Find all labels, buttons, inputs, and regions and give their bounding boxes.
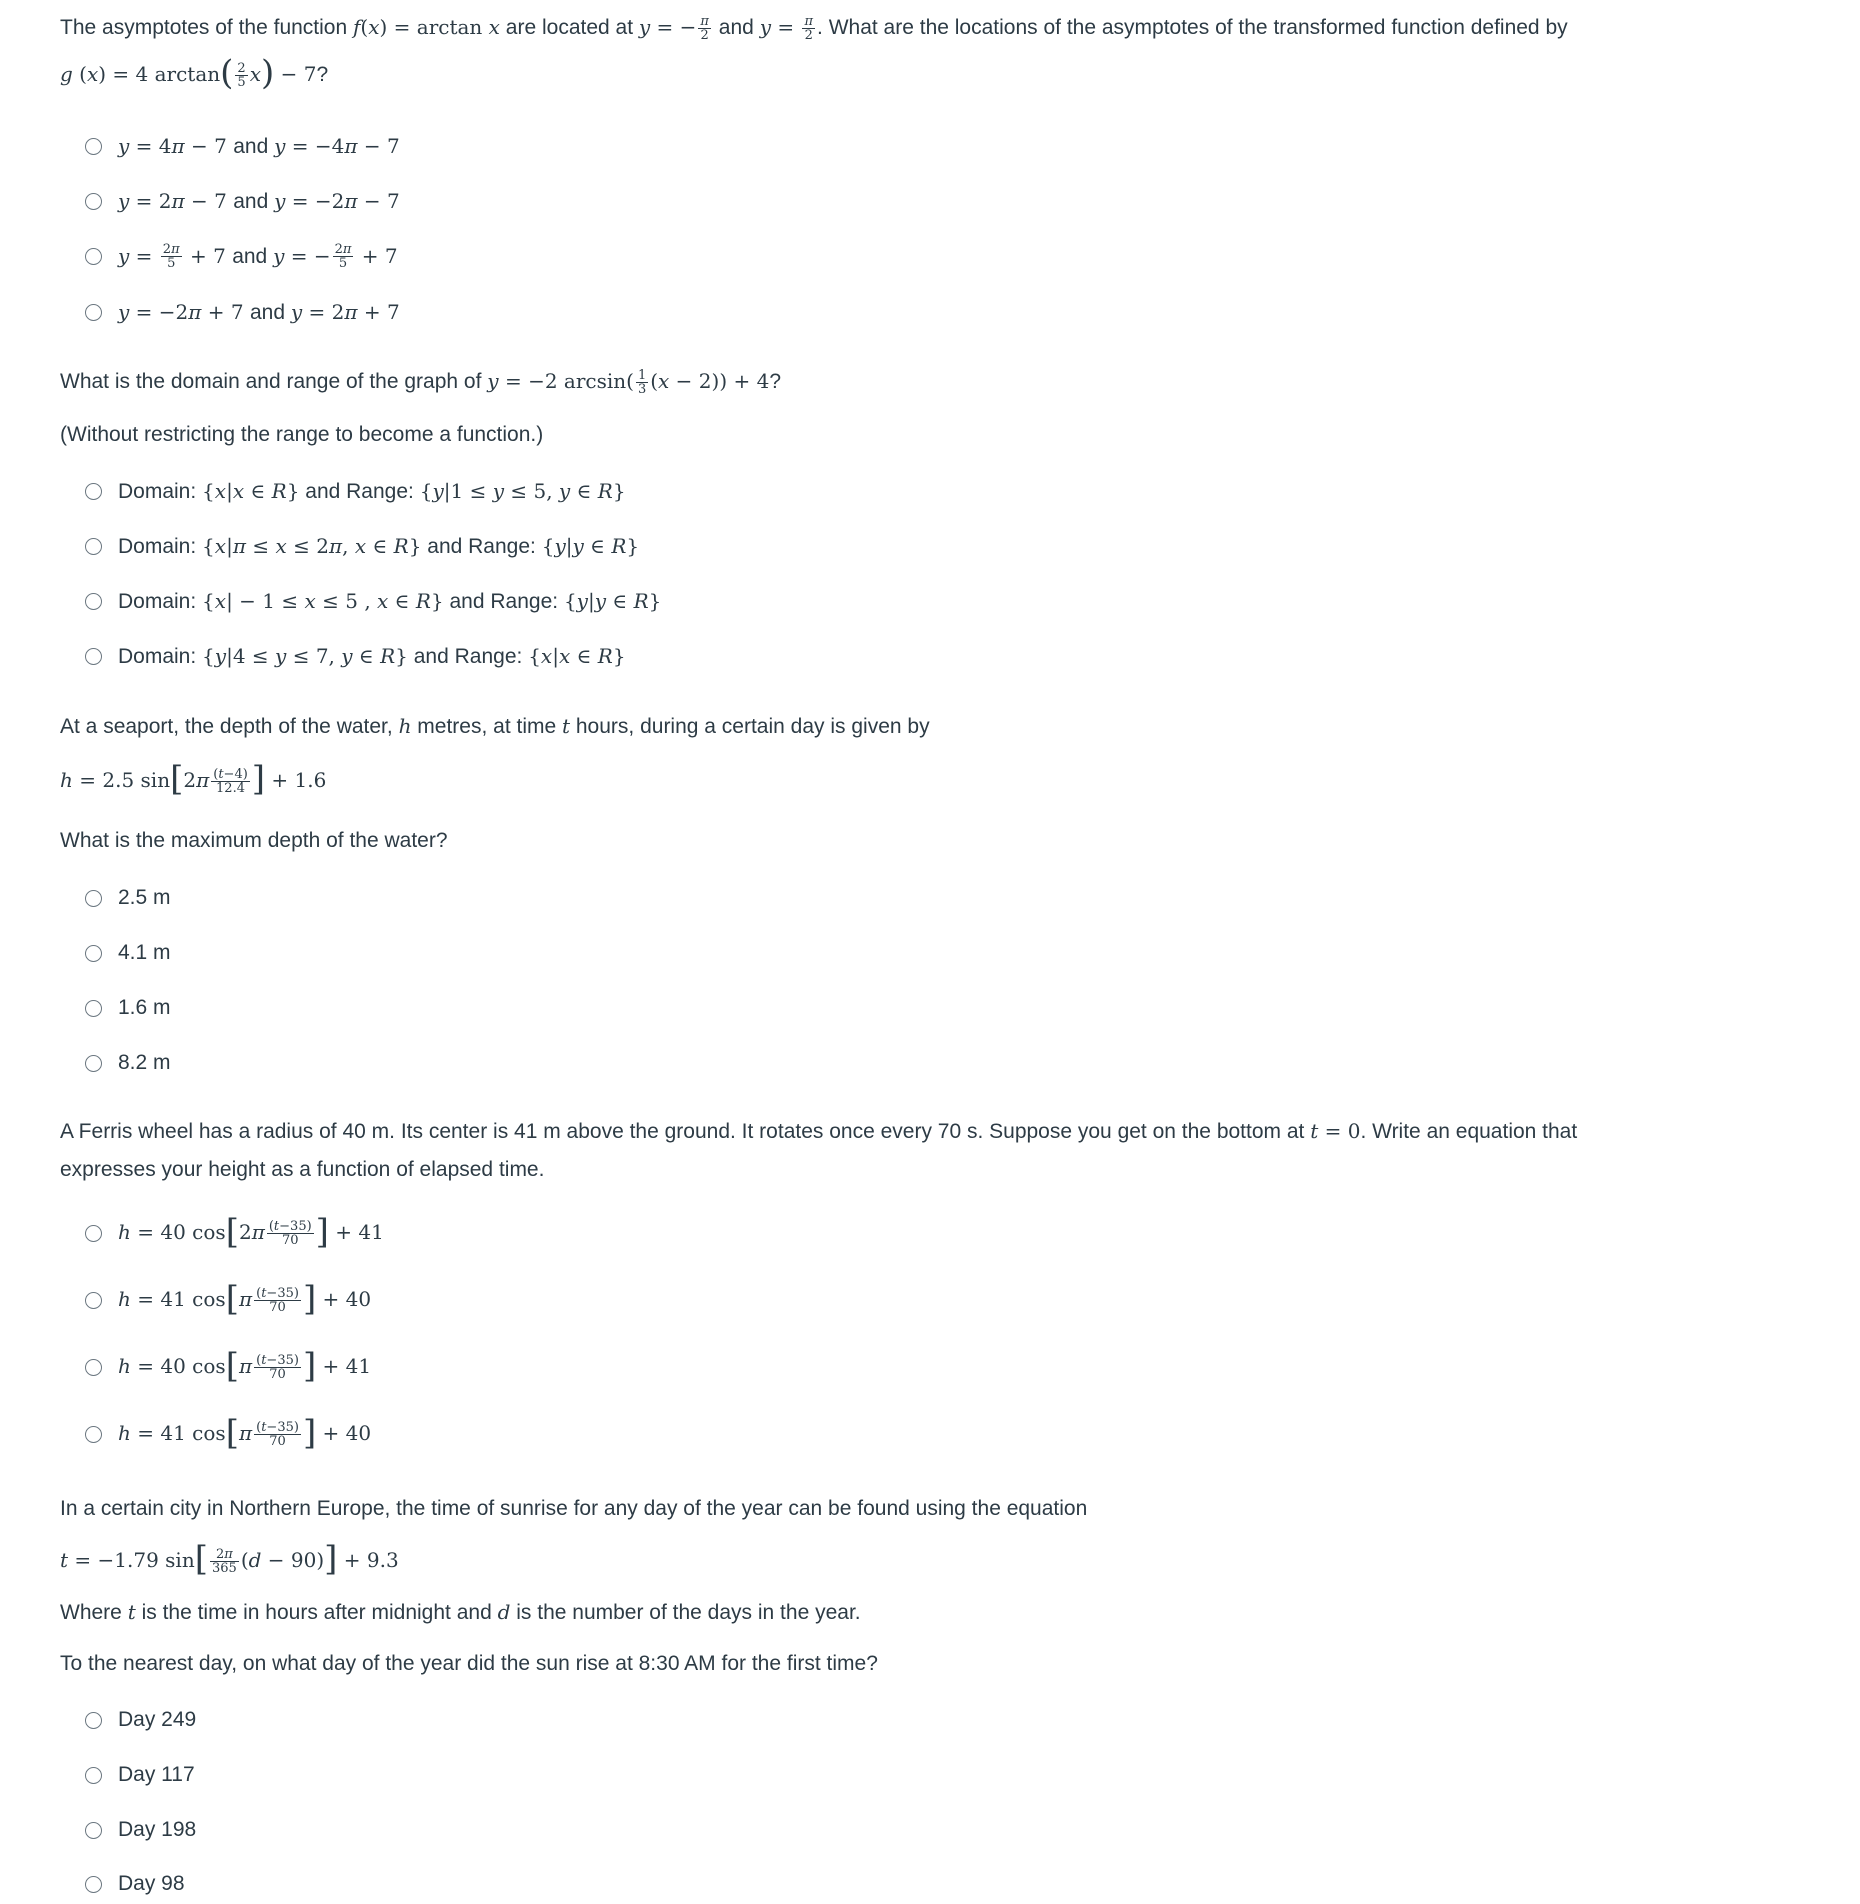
q4-option-1[interactable] bbox=[85, 1211, 384, 1252]
q3-question bbox=[60, 826, 448, 856]
q1-option-3-text: y = $\frac{2\pi}{5}$ + 7 and y = − $\frac{2\pi}{5}$ + 7 bbox=[118, 242, 398, 272]
radio-button[interactable] bbox=[85, 1225, 102, 1242]
q2-option-3-text: Domain: {x| − 1 ≤ x ≤ 5 , x ∈ R} and Range: {y|y ∈ R} bbox=[118, 588, 662, 613]
q3-text-1: At a seaport, the depth of the water, bbox=[60, 715, 399, 738]
q2-text-1: What is the domain and range of the graph of bbox=[60, 370, 488, 393]
q5-where-1: Where bbox=[60, 1601, 128, 1624]
q3-option-1-text: 2.5 m bbox=[118, 886, 171, 909]
q2-qmark: ? bbox=[769, 370, 781, 393]
q5-where-2: is the time in hours after midnight and bbox=[135, 1601, 498, 1624]
q3-option-2-text: 4.1 m bbox=[118, 941, 171, 964]
radio-button[interactable] bbox=[85, 1767, 102, 1784]
q2-option-3[interactable] bbox=[85, 586, 661, 616]
radio-button[interactable] bbox=[85, 483, 102, 500]
q5-option-4-text: Day 98 bbox=[118, 1872, 185, 1895]
q3-equation: h = 2.5 sin[2π $\frac{(t-4)}{12.4}$ ] + 1.6 bbox=[60, 759, 327, 800]
q4-option-2-text: h = 41 cos[π $\frac{(t-35)}{70}$ ] + 40 bbox=[118, 1278, 372, 1319]
q2-stem: What is the domain and range of the graph of y = −2 arcsin( $\frac{1}{3}$ (x − 2)) + 4? bbox=[60, 367, 781, 397]
radio-button[interactable] bbox=[85, 648, 102, 665]
radio-button[interactable] bbox=[85, 248, 102, 265]
range-label: and Range: bbox=[427, 534, 536, 558]
and-word: and bbox=[233, 134, 269, 158]
q1-stem-line2: g (x) = 4 arctan( $\frac{2}{5}$ x) − 7? bbox=[60, 53, 329, 94]
q5-where: Where t is the time in hours after midnight and d is the number of the days in the year. bbox=[60, 1600, 861, 1624]
q5-text-1: In a certain city in Northern Europe, the time of sunrise for any day of the year can be found using the equation bbox=[60, 1497, 1088, 1520]
q5-option-3-text: Day 198 bbox=[118, 1818, 197, 1841]
q4-option-1-text: h = 40 cos[2π $\frac{(t-35)}{70}$ ] + 41 bbox=[118, 1211, 384, 1252]
q5-option-1[interactable] bbox=[85, 1705, 196, 1735]
q5-option-4[interactable] bbox=[85, 1869, 185, 1899]
radio-button[interactable] bbox=[85, 193, 102, 210]
q5-stem bbox=[60, 1494, 1087, 1524]
domain-label: Domain: bbox=[118, 479, 197, 503]
radio-button[interactable] bbox=[85, 1712, 102, 1729]
q5-question bbox=[60, 1649, 878, 1679]
domain-label: Domain: bbox=[118, 534, 197, 558]
range-label: and Range: bbox=[413, 644, 523, 668]
q1-text-3: and bbox=[712, 16, 760, 39]
q1-qmark: ? bbox=[316, 63, 329, 86]
q4-stem-line1: A Ferris wheel has a radius of 40 m. Its center is 41 m above the ground. It rotates once every 70 s. Suppose you get on the bottom at t = 0. Write an equation that bbox=[60, 1119, 1578, 1143]
q1-text-4: . What are the locations of the asymptotes of the transformed function defined by bbox=[817, 16, 1568, 39]
q1-text-1: The asymptotes of the function bbox=[60, 16, 353, 39]
q1-option-3[interactable] bbox=[85, 241, 398, 271]
and-word: and bbox=[233, 189, 269, 213]
q5-option-1-text: Day 249 bbox=[118, 1708, 197, 1731]
and-word: and bbox=[232, 244, 268, 268]
q5-where-3: is the number of the days in the year. bbox=[510, 1601, 861, 1624]
range-label: and Range: bbox=[305, 479, 414, 503]
q5-option-2-text: Day 117 bbox=[118, 1763, 195, 1786]
q2-option-2-text: Domain: {x|π ≤ x ≤ 2π, x ∈ R} and Range: {y|y ∈ R} bbox=[118, 533, 640, 558]
radio-button[interactable] bbox=[85, 1292, 102, 1309]
q3-option-3[interactable] bbox=[85, 993, 171, 1023]
q1-text-2: are located at bbox=[499, 16, 639, 39]
q3-option-3-text: 1.6 m bbox=[118, 996, 171, 1019]
q2-note bbox=[60, 420, 543, 450]
radio-button[interactable] bbox=[85, 1000, 102, 1017]
q3-option-1[interactable] bbox=[85, 883, 171, 913]
q3-option-4[interactable] bbox=[85, 1048, 171, 1078]
q1-option-4-text: y = −2π + 7 and y = 2π + 7 bbox=[118, 299, 400, 324]
radio-button[interactable] bbox=[85, 538, 102, 555]
q3-option-2[interactable] bbox=[85, 938, 171, 968]
radio-button[interactable] bbox=[85, 890, 102, 907]
radio-button[interactable] bbox=[85, 1876, 102, 1893]
q4-option-4[interactable] bbox=[85, 1412, 372, 1453]
q2-option-2[interactable] bbox=[85, 531, 639, 561]
domain-label: Domain: bbox=[118, 644, 197, 668]
q1-option-4[interactable] bbox=[85, 297, 400, 327]
radio-button[interactable] bbox=[85, 1426, 102, 1443]
q3-stem: At a seaport, the depth of the water, h metres, at time t hours, during a certain day is given by bbox=[60, 714, 930, 738]
q5-equation: t = −1.79 sin[ $\frac{2\pi}{365}$ (d − 90)] + 9.3 bbox=[60, 1539, 399, 1580]
q4-option-3[interactable] bbox=[85, 1345, 372, 1386]
radio-button[interactable] bbox=[85, 1055, 102, 1072]
q4-text-3: expresses your height as a function of elapsed time. bbox=[60, 1158, 545, 1181]
q2-option-4[interactable] bbox=[85, 641, 626, 671]
q1-option-1-text: y = 4π − 7 and y = −4π − 7 bbox=[118, 133, 400, 158]
radio-button[interactable] bbox=[85, 945, 102, 962]
q1-option-2-text: y = 2π − 7 and y = −2π − 7 bbox=[118, 188, 400, 213]
q2-option-4-text: Domain: {y|4 ≤ y ≤ 7, y ∈ R} and Range: {x|x ∈ R} bbox=[118, 643, 626, 668]
q1-option-1[interactable] bbox=[85, 131, 400, 161]
q1-stem-line1: The asymptotes of the function f(x) = arctan x are located at y = − $\frac{\pi}{2}$ and y = $\frac{\pi}{2}$ . What are the locations of the asymptotes of the transformed function defined by bbox=[60, 13, 1568, 43]
q3-question-text: What is the maximum depth of the water? bbox=[60, 829, 448, 852]
q2-note-text: (Without restricting the range to become a function.) bbox=[60, 423, 544, 446]
q4-option-2[interactable] bbox=[85, 1278, 372, 1319]
q5-option-3[interactable] bbox=[85, 1815, 196, 1845]
radio-button[interactable] bbox=[85, 304, 102, 321]
q4-option-4-text: h = 41 cos[π $\frac{(t-35)}{70}$ ] + 40 bbox=[118, 1412, 372, 1453]
q5-question-text: To the nearest day, on what day of the year did the sun rise at 8:30 AM for the first time? bbox=[60, 1652, 878, 1675]
q2-option-1[interactable] bbox=[85, 476, 626, 506]
radio-button[interactable] bbox=[85, 593, 102, 610]
q5-option-2[interactable] bbox=[85, 1760, 195, 1790]
radio-button[interactable] bbox=[85, 1359, 102, 1376]
radio-button[interactable] bbox=[85, 1822, 102, 1839]
q3-text-2: metres, at time bbox=[411, 715, 562, 738]
q2-option-1-text: Domain: {x|x ∈ R} and Range: {y|1 ≤ y ≤ 5, y ∈ R} bbox=[118, 478, 626, 503]
range-label: and Range: bbox=[449, 589, 559, 613]
q4-text-1: A Ferris wheel has a radius of 40 m. Its center is 41 m above the ground. It rotates once every 70 s. Suppose you get on the bottom at bbox=[60, 1120, 1311, 1143]
domain-label: Domain: bbox=[118, 589, 197, 613]
q4-option-3-text: h = 40 cos[π $\frac{(t-35)}{70}$ ] + 41 bbox=[118, 1345, 372, 1386]
q3-text-3: hours, during a certain day is given by bbox=[570, 715, 930, 738]
radio-button[interactable] bbox=[85, 138, 102, 155]
q4-stem-line2 bbox=[60, 1155, 544, 1185]
q4-text-2: . Write an equation that bbox=[1360, 1120, 1578, 1143]
and-word: and bbox=[250, 300, 286, 324]
q1-option-2[interactable] bbox=[85, 186, 400, 216]
q3-option-4-text: 8.2 m bbox=[118, 1051, 171, 1074]
